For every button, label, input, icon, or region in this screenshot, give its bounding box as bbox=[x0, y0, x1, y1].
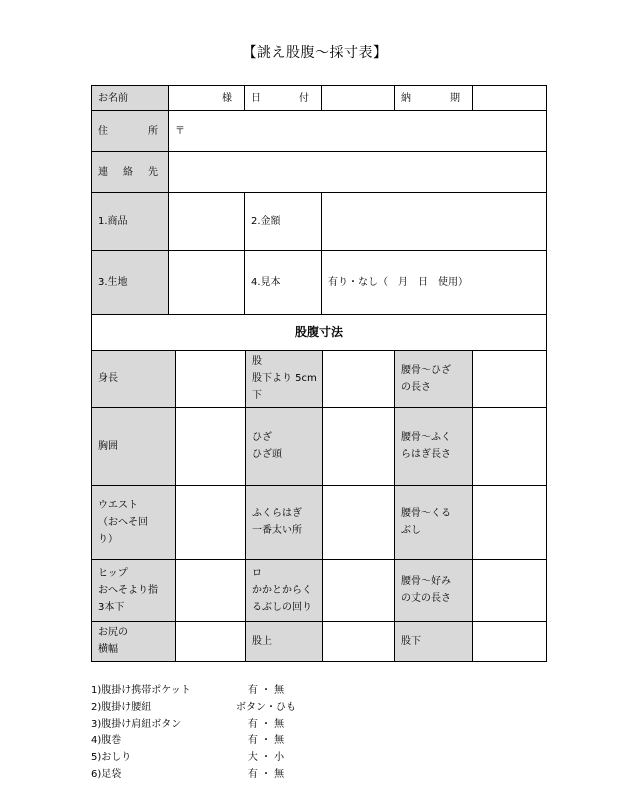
measurement-label-line: ウエスト bbox=[98, 499, 138, 511]
option-item bbox=[91, 731, 331, 748]
measurement-label-line: 下 bbox=[252, 390, 262, 401]
measurement-label bbox=[246, 621, 323, 661]
option-choice[interactable]: 大 ・ 小 bbox=[247, 752, 285, 764]
option-item bbox=[91, 681, 331, 698]
option-label: 5)おしり bbox=[91, 752, 132, 764]
measurement-label bbox=[246, 407, 323, 485]
measurement-value-field[interactable] bbox=[176, 559, 246, 621]
measurement-label bbox=[395, 350, 473, 407]
option-choice[interactable]: 有 ・ 無 bbox=[247, 768, 285, 780]
measurement-label-line: （おへそ回 bbox=[98, 516, 148, 528]
date-label: 日 付 bbox=[245, 86, 322, 111]
measurement-value-field[interactable] bbox=[323, 485, 395, 559]
measurement-label-line: 腰骨～ふく bbox=[401, 432, 451, 443]
measurement-label-line: ヒップ bbox=[98, 567, 128, 579]
measurement-label-line: ふくらはぎ bbox=[252, 508, 302, 519]
name-suffix: 様 bbox=[222, 92, 232, 104]
due-field[interactable] bbox=[473, 86, 547, 111]
option-label: 3)腹掛け肩紐ボタン bbox=[91, 718, 182, 730]
measurement-label bbox=[92, 485, 176, 559]
measurement-label bbox=[92, 350, 176, 407]
measurement-value-field[interactable] bbox=[323, 559, 395, 621]
option-label: 4)腹巻 bbox=[91, 735, 122, 747]
sample-label: 4.見本 bbox=[245, 251, 322, 315]
contact-label: 連 絡 先 bbox=[92, 152, 169, 193]
measurement-value-field[interactable] bbox=[176, 485, 246, 559]
option-item bbox=[91, 748, 331, 765]
measurement-value-field[interactable] bbox=[323, 407, 395, 485]
page-title: 【誂え股腹～採寸表】 bbox=[242, 45, 388, 61]
name-field[interactable] bbox=[169, 86, 245, 111]
option-item bbox=[91, 698, 331, 715]
option-choice[interactable]: 有 ・ 無 bbox=[247, 735, 285, 747]
price-field[interactable] bbox=[322, 193, 547, 251]
measurement-label-line: ひざ bbox=[252, 432, 272, 443]
measurement-value-field[interactable] bbox=[323, 621, 395, 661]
measurement-label-line: 腰骨～ひざ bbox=[401, 364, 451, 376]
postal-mark: 〒 bbox=[175, 125, 185, 137]
option-choice[interactable]: 有 ・ 無 bbox=[247, 685, 285, 696]
measurement-value-field[interactable] bbox=[323, 350, 395, 407]
measurement-label bbox=[246, 559, 323, 621]
option-label: 1)腹掛け携帯ポケット bbox=[91, 685, 191, 696]
measurement-label bbox=[92, 407, 176, 485]
measurement-label-line: 3本下 bbox=[98, 601, 125, 613]
name-label: お名前 bbox=[92, 86, 169, 111]
customer-info-table bbox=[91, 85, 547, 351]
due-label: 納 期 bbox=[395, 86, 473, 111]
fabric-label: 3.生地 bbox=[92, 251, 169, 315]
section-title: 股腹寸法 bbox=[92, 315, 547, 351]
contact-field[interactable] bbox=[169, 152, 547, 193]
price-label: 2.金額 bbox=[245, 193, 322, 251]
address-label: 住 所 bbox=[92, 111, 169, 152]
option-item bbox=[91, 765, 331, 782]
measurement-value-field[interactable] bbox=[473, 407, 547, 485]
measurement-label-line: 腰骨～好み bbox=[401, 576, 451, 587]
date-field[interactable] bbox=[322, 86, 395, 111]
measurement-label-line: おへそより指 bbox=[98, 584, 158, 596]
measurement-value-field[interactable] bbox=[176, 621, 246, 661]
measurement-label-line: の丈の長さ bbox=[401, 593, 451, 604]
measurement-value-field[interactable] bbox=[176, 350, 246, 407]
measurement-label-line: 胸囲 bbox=[98, 440, 118, 452]
measurement-label-line: 横幅 bbox=[98, 644, 118, 655]
product-field[interactable] bbox=[169, 193, 245, 251]
measurement-label-line: ひざ頭 bbox=[252, 449, 282, 460]
measurement-label-line: ぶし bbox=[401, 525, 421, 536]
measurement-label-line: 腰骨～くる bbox=[401, 508, 451, 519]
option-label: 2)腹掛け腰紐 bbox=[91, 701, 152, 713]
fabric-field[interactable] bbox=[169, 251, 245, 315]
option-item bbox=[91, 715, 331, 732]
measurement-row bbox=[92, 621, 547, 661]
measurement-label bbox=[92, 559, 176, 621]
measurement-label-line: 身長 bbox=[98, 373, 118, 384]
measurement-label-line: お尻の bbox=[98, 627, 128, 638]
address-field[interactable] bbox=[169, 111, 547, 152]
measurement-label bbox=[246, 485, 323, 559]
measurement-label-line: 股 bbox=[252, 356, 262, 367]
measurement-value-field[interactable] bbox=[473, 485, 547, 559]
measurement-value-field[interactable] bbox=[473, 350, 547, 407]
measurement-label-line: 股上 bbox=[252, 635, 272, 647]
measurement-label-line: 股下 bbox=[401, 635, 421, 647]
measurement-label-line: らはぎ長さ bbox=[401, 449, 451, 460]
option-choice[interactable]: 有 ・ 無 bbox=[247, 718, 285, 730]
measurement-label bbox=[395, 407, 473, 485]
measurement-row bbox=[92, 407, 547, 485]
measurement-value-field[interactable] bbox=[473, 559, 547, 621]
measurement-value-field[interactable] bbox=[473, 621, 547, 661]
measurement-row bbox=[92, 350, 547, 407]
measurement-label-line: かかとからく bbox=[252, 584, 312, 596]
measurement-label-line: り） bbox=[98, 533, 118, 545]
measurement-label-line: 一番太い所 bbox=[252, 525, 302, 536]
measurement-value-field[interactable] bbox=[176, 407, 246, 485]
measurement-label bbox=[395, 485, 473, 559]
measurement-label-line: の長さ bbox=[401, 381, 431, 393]
measurement-label-line: ロ bbox=[252, 567, 262, 579]
measurement-label-line: 股下より 5cm bbox=[252, 373, 317, 384]
measurement-label-line: るぶしの回り bbox=[252, 601, 312, 613]
measurement-label bbox=[246, 350, 323, 407]
option-choice[interactable]: ボタン・ひも bbox=[236, 701, 296, 713]
measurement-label bbox=[395, 559, 473, 621]
options-list bbox=[91, 681, 331, 782]
product-label: 1.商品 bbox=[92, 193, 169, 251]
option-label: 6)足袋 bbox=[91, 768, 122, 780]
measurement-label bbox=[395, 621, 473, 661]
measurement-row bbox=[92, 485, 547, 559]
measurement-row bbox=[92, 559, 547, 621]
measurement-table bbox=[91, 350, 547, 662]
measurement-label bbox=[92, 621, 176, 661]
sample-value[interactable]: 有り・なし（ 月 日 使用） bbox=[322, 251, 547, 315]
measurement-form bbox=[91, 85, 546, 662]
